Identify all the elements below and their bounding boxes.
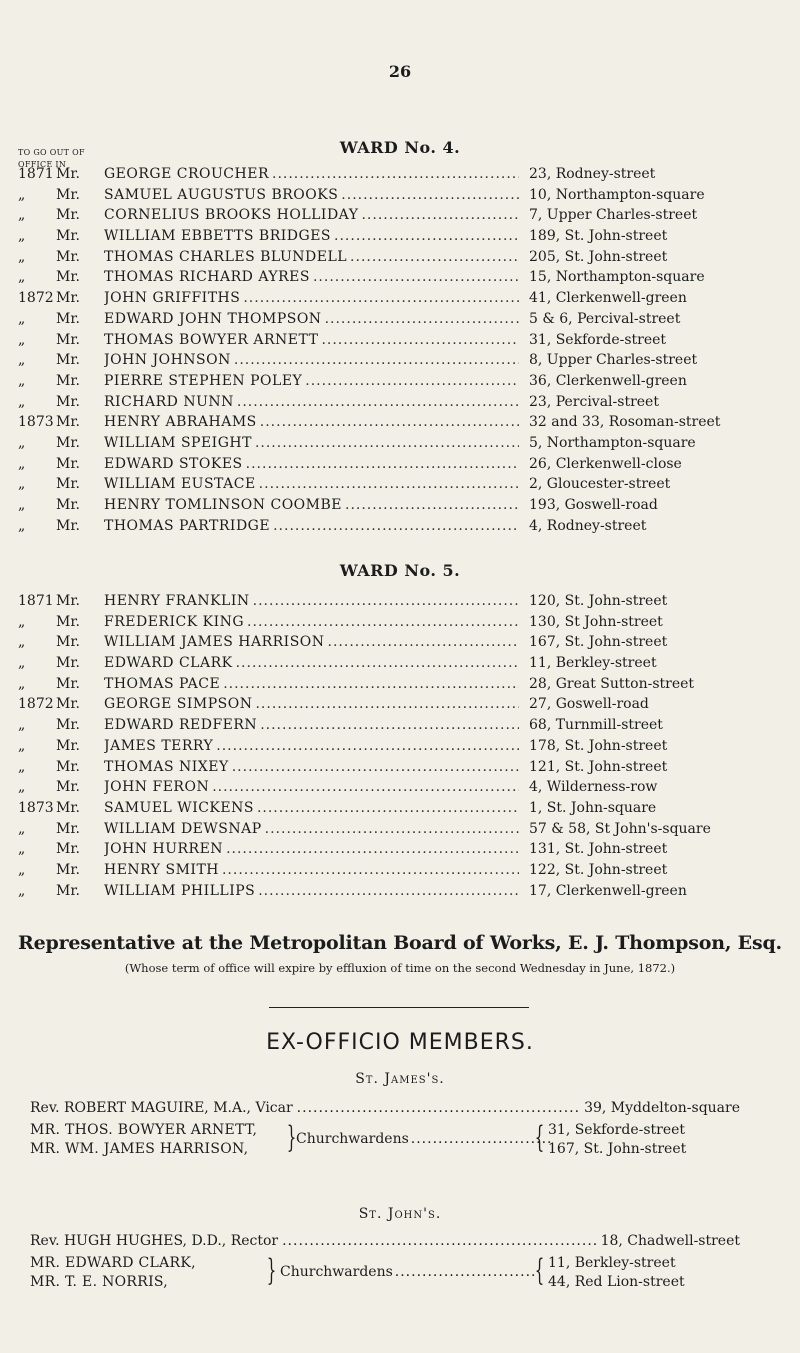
member-row [18,676,753,697]
member-name-cell [104,655,519,671]
term-year: „ [18,393,26,410]
member-title: Mr. [56,737,80,754]
member-address: 193, Goswell-road [529,497,658,513]
term-year: 1873 [18,799,54,816]
member-name: JAMES TERRY [104,737,214,754]
member-name-cell [104,800,519,816]
member-name: HENRY SMITH [104,861,219,878]
member-address: 8, Upper Charles-street [529,352,698,369]
member-row [18,841,753,862]
leader-dots [282,1233,596,1249]
member-row [18,290,753,311]
member-row [18,414,753,435]
churchwarden-address: 11, Berkley-street [548,1255,676,1271]
member-row [18,518,753,539]
leader-dots [260,717,519,733]
member-title: Mr. [56,455,80,472]
term-year: „ [18,655,26,672]
member-name-cell [104,841,519,857]
member-row [18,435,753,456]
member-name-cell [104,414,519,430]
term-year: 1871 [18,593,54,609]
member-row [18,456,753,477]
churchwarden-addresses [548,1254,685,1292]
member-name-cell [104,634,519,650]
representative-title: Representative at the Metropolitan Board of Works, E. J. Thompson, Esq. [18,932,782,954]
leader-dots [255,435,519,451]
member-title: Mr. [56,634,80,651]
leader-dots [222,862,519,878]
member-row [18,821,753,842]
member-address: 7, Upper Charles-street [529,207,698,224]
member-name: JOHN FERON [104,779,210,796]
member-address: 36, Clerkenwell-green [529,372,687,389]
member-title: Mr. [56,248,80,265]
leader-dots [345,497,519,513]
member-address: 189, St. John-street [529,228,668,245]
member-row [18,269,753,290]
member-name: PIERRE STEPHEN POLEY [104,372,303,389]
brace-left: { [534,1253,545,1288]
member-name: THOMAS CHARLES BLUNDELL [104,248,348,265]
st-james-heading: St. James's. [355,1071,445,1087]
member-row [18,593,753,614]
leader-dots [395,1264,535,1280]
member-title: Mr. [56,799,80,816]
term-year: „ [18,634,26,651]
leader-dots [259,476,519,492]
member-address: 28, Great Sutton-street [529,675,695,692]
member-address: 167, St. John-street [529,634,668,651]
member-row [18,883,753,904]
leader-dots [321,332,519,348]
member-address: 205, St. John-street [529,248,668,265]
member-name-cell [104,696,519,712]
leader-dots [313,269,519,285]
member-title: Mr. [56,228,80,245]
member-name-cell [104,228,519,244]
column-note-line-2: OFFICE IN [18,160,67,169]
st-james-vicar [30,1100,740,1116]
leader-dots [334,228,519,244]
member-name-cell [104,676,519,692]
member-name-cell [104,269,519,285]
member-row [18,373,753,394]
churchwarden-address: 44, Red Lion-street [548,1274,685,1290]
member-name: WILLIAM SPEIGHT [104,434,252,451]
section-divider [269,1007,529,1008]
member-row [18,634,753,655]
member-row [18,311,753,332]
member-name-cell [104,290,519,306]
member-address: 57 & 58, St John's-square [529,820,711,837]
member-address: 121, St. John-street [529,758,668,775]
leader-dots [216,738,519,754]
leader-dots [265,821,519,837]
member-title: Mr. [56,717,80,734]
st-john-heading: St. John's. [358,1206,442,1222]
member-title: Mr. [56,414,80,431]
leader-dots [341,187,519,203]
leader-dots [253,593,519,609]
member-name-cell [104,738,519,754]
member-address: 4, Rodney-street [529,517,647,534]
term-year: 1871 [18,166,54,182]
leader-dots [212,779,519,795]
leader-dots [237,394,519,410]
member-address: 120, St. John-street [529,593,668,609]
member-title: Mr. [56,820,80,837]
member-name-cell [104,614,519,630]
term-year: „ [18,613,26,630]
member-name: WILLIAM EBBETTS BRIDGES [104,228,332,245]
leader-dots [255,696,519,712]
leader-dots [258,883,519,899]
member-row [18,717,753,738]
member-title: Mr. [56,613,80,630]
member-name-cell [104,593,519,609]
member-title: Mr. [56,186,80,203]
term-year: „ [18,207,26,224]
term-year: „ [18,372,26,389]
churchwarden-address: 167, St. John-street [548,1141,687,1157]
term-year: „ [18,310,26,327]
member-row [18,800,753,821]
leader-dots [260,414,519,430]
member-name-cell [104,187,519,203]
term-year: „ [18,779,26,796]
member-address: 131, St. John-street [529,841,668,858]
churchwardens-role [296,1131,551,1147]
term-year: „ [18,352,26,369]
member-name-cell [104,394,519,410]
leader-dots [243,290,519,306]
member-address: 1, St. John-square [529,799,657,816]
member-name: THOMAS NIXEY [104,758,229,775]
churchwardens-role [280,1264,535,1280]
leader-dots [411,1131,551,1147]
churchwarden-name: MR. T. E. NORRIS, [30,1274,169,1290]
column-note-line-1: TO GO OUT OF [18,148,85,157]
member-address: 130, St John-street [529,613,663,630]
member-row [18,614,753,635]
st-john-churchwardens [30,1254,740,1296]
member-name: JOHN GRIFFITHS [104,290,241,307]
term-year: „ [18,455,26,472]
member-name: THOMAS PARTRIDGE [104,517,271,534]
member-address: 5 & 6, Percival-street [529,310,681,327]
member-title: Mr. [56,696,80,713]
member-row [18,228,753,249]
member-name: RICHARD NUNN [104,393,234,410]
term-year: „ [18,861,26,878]
member-address: 4, Wilderness-row [529,779,658,796]
member-row [18,476,753,497]
member-name-cell [104,207,519,223]
member-address: 122, St. John-street [529,861,668,878]
member-name: EDWARD JOHN THOMPSON [104,310,322,327]
leader-dots [257,800,519,816]
term-year: „ [18,434,26,451]
leader-dots [272,166,519,182]
member-name: HENRY ABRAHAMS [104,414,257,431]
member-name: WILLIAM JAMES HARRISON [104,634,325,651]
member-address: 41, Clerkenwell-green [529,290,687,307]
st-james-churchwardens [30,1121,740,1163]
member-title: Mr. [56,290,80,307]
member-title: Mr. [56,779,80,796]
term-year: „ [18,675,26,692]
st-john-rector [30,1233,740,1249]
member-title: Mr. [56,758,80,775]
member-title: Mr. [56,352,80,369]
member-title: Mr. [56,841,80,858]
role-label: Churchwardens [296,1131,409,1147]
term-year: „ [18,737,26,754]
leader-dots [350,249,519,265]
member-name: JOHN HURREN [104,841,224,858]
member-name-cell [104,249,519,265]
member-title: Mr. [56,593,80,609]
member-name: THOMAS PACE [104,675,221,692]
member-name-cell [104,759,519,775]
ward-5-list [18,593,753,903]
term-year: „ [18,497,26,513]
member-name: EDWARD STOKES [104,455,243,472]
ward-4-list [18,166,753,538]
member-name-cell [104,435,519,451]
member-row [18,332,753,353]
term-year: „ [18,841,26,858]
leader-dots [234,352,519,368]
member-title: Mr. [56,331,80,348]
churchwarden-address: 31, Sekforde-street [548,1122,686,1138]
member-name-cell [104,373,519,389]
vicar-address: 39, Myddelton-square [584,1100,740,1116]
brace-right: } [266,1253,277,1288]
member-title: Mr. [56,393,80,410]
role-label: Churchwardens [280,1264,393,1280]
member-name-cell [104,476,519,492]
member-address: 15, Northampton-square [529,269,705,286]
member-name-cell [104,456,519,472]
member-name-cell [104,497,519,513]
member-name: WILLIAM DEWSNAP [104,820,262,837]
leader-dots [297,1100,580,1116]
churchwarden-names [30,1254,196,1292]
leader-dots [305,373,519,389]
ex-officio-title: EX-OFFICIO MEMBERS. [266,1030,534,1055]
brace-right: } [286,1120,297,1155]
member-row [18,738,753,759]
rector-name: Rev. HUGH HUGHES, D.D., Rector [30,1233,279,1249]
member-name: THOMAS BOWYER ARNETT [104,331,319,348]
member-title: Mr. [56,269,80,286]
member-title: Mr. [56,207,80,224]
member-address: 31, Sekforde-street [529,331,667,348]
term-year: „ [18,186,26,203]
member-name: EDWARD CLARK [104,655,233,672]
member-title: Mr. [56,476,80,493]
rector-address: 18, Chadwell-street [600,1233,740,1249]
leader-dots [223,676,519,692]
member-title: Mr. [56,861,80,878]
member-row [18,759,753,780]
term-year: 1872 [18,290,54,307]
representative-note: (Whose term of office will expire by effluxion of time on the second Wednesday in June, 1872.) [124,961,676,975]
vicar-name: Rev. ROBERT MAGUIRE, M.A., Vicar [30,1100,293,1116]
member-row [18,497,753,518]
term-year: 1873 [18,414,54,431]
member-name: SAMUEL AUGUSTUS BROOKS [104,186,339,203]
churchwarden-addresses [548,1121,686,1159]
term-year: „ [18,269,26,286]
member-address: 27, Goswell-road [529,696,649,713]
brace-left: { [534,1120,545,1155]
leader-dots [273,518,519,534]
member-name: WILLIAM EUSTACE [104,476,256,493]
churchwarden-name: MR. EDWARD CLARK, [30,1255,196,1271]
member-address: 32 and 33, Rosoman-street [529,414,721,431]
term-year: „ [18,248,26,265]
member-name: SAMUEL WICKENS [104,799,254,816]
member-name-cell [104,883,519,899]
term-year: „ [18,758,26,775]
churchwarden-names [30,1121,257,1159]
member-title: Mr. [56,497,80,513]
member-name: FREDERICK KING [104,613,245,630]
member-name: THOMAS RICHARD AYRES [104,269,310,286]
member-address: 5, Northampton-square [529,434,696,451]
member-address: 23, Rodney-street [529,166,656,182]
leader-dots [236,655,519,671]
member-name-cell [104,332,519,348]
member-address: 11, Berkley-street [529,655,657,672]
member-name-cell [104,311,519,327]
leader-dots [361,207,519,223]
member-name: EDWARD REDFERN [104,717,258,734]
member-name: JOHN JOHNSON [104,352,231,369]
member-title: Mr. [56,372,80,389]
term-year: „ [18,228,26,245]
term-year: „ [18,331,26,348]
leader-dots [232,759,519,775]
member-name: HENRY TOMLINSON COOMBE [104,497,342,513]
member-row [18,779,753,800]
leader-dots [328,634,519,650]
leader-dots [325,311,519,327]
member-row [18,187,753,208]
member-name-cell [104,717,519,733]
member-name-cell [104,862,519,878]
member-row [18,655,753,676]
member-title: Mr. [56,655,80,672]
term-year: 1872 [18,696,54,713]
member-row [18,166,753,187]
member-title: Mr. [56,166,80,182]
member-address: 68, Turnmill-street [529,717,663,734]
term-year: „ [18,882,26,899]
member-row [18,862,753,883]
member-address: 10, Northampton-square [529,186,705,203]
member-address: 17, Clerkenwell-green [529,882,687,899]
member-row [18,249,753,270]
member-title: Mr. [56,434,80,451]
member-address: 178, St. John-street [529,737,668,754]
member-name-cell [104,518,519,534]
member-row [18,394,753,415]
member-address: 26, Clerkenwell-close [529,455,682,472]
member-address: 23, Percival-street [529,393,659,410]
member-title: Mr. [56,882,80,899]
churchwarden-name: MR. THOS. BOWYER ARNETT, [30,1122,258,1138]
term-year: „ [18,717,26,734]
member-title: Mr. [56,517,80,534]
member-row [18,352,753,373]
member-name: CORNELIUS BROOKS HOLLIDAY [104,207,359,224]
member-name-cell [104,821,519,837]
member-name: GEORGE CROUCHER [104,166,269,182]
member-name-cell [104,352,519,368]
term-year: „ [18,820,26,837]
leader-dots [247,614,519,630]
member-title: Mr. [56,310,80,327]
ward-5-title: WARD No. 5. [339,561,461,580]
churchwarden-name: MR. WM. JAMES HARRISON, [30,1141,249,1157]
term-year: „ [18,476,26,493]
term-year: „ [18,517,26,534]
member-row [18,207,753,228]
ward-4-title: WARD No. 4. [339,138,461,157]
member-address: 2, Gloucester-street [529,476,671,493]
member-name: GEORGE SIMPSON [104,696,253,713]
member-name: HENRY FRANKLIN [104,593,250,609]
leader-dots [226,841,519,857]
page-number: 26 [388,62,412,81]
member-name: WILLIAM PHILLIPS [104,882,256,899]
leader-dots [246,456,519,472]
member-name-cell [104,166,519,182]
member-row [18,696,753,717]
member-name-cell [104,779,519,795]
member-title: Mr. [56,675,80,692]
